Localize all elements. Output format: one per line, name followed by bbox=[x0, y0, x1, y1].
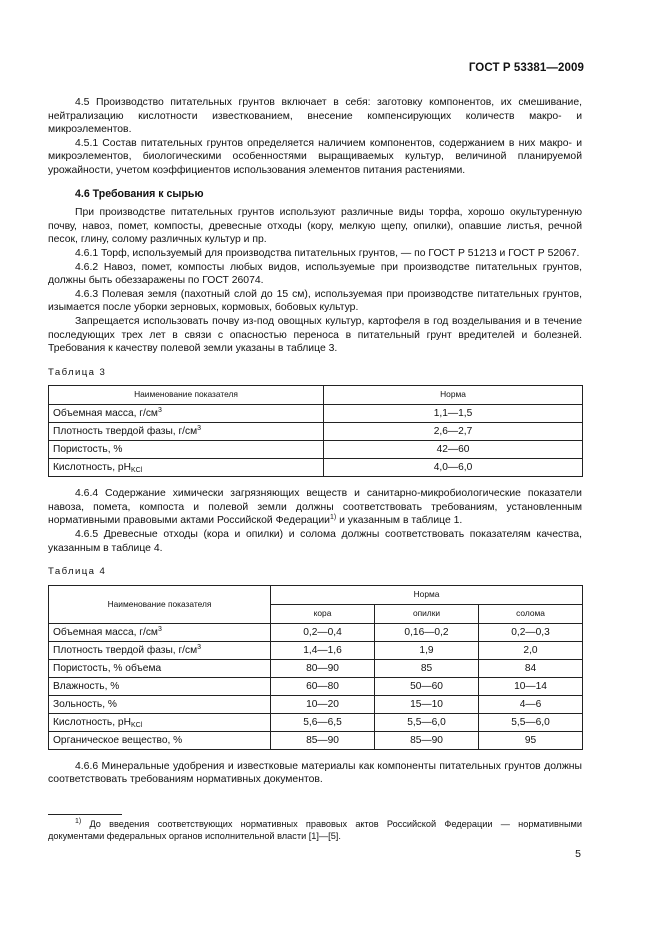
row-label bbox=[49, 695, 271, 713]
paragraph-4-6-6: 4.6.6 Минеральные удобрения и известковые материалы как компоненты питательных грунтов должны соответствовать требованиям нормативных документов. bbox=[48, 760, 582, 786]
row-label-text: Пористость, % объема bbox=[53, 662, 162, 674]
norm-value: 0,16—0,2 bbox=[375, 623, 479, 641]
table4-col-norm: Норма bbox=[271, 585, 583, 604]
row-label-text: Зольность, % bbox=[53, 698, 117, 710]
norm-value: 95 bbox=[479, 731, 583, 749]
table-row bbox=[49, 731, 583, 749]
subscript: KCl bbox=[130, 721, 143, 729]
table-row bbox=[49, 641, 583, 659]
table4-header-row bbox=[49, 585, 583, 604]
row-label-text: Органическое вещество, % bbox=[53, 734, 183, 746]
paragraph-4-6-2: 4.6.2 Навоз, помет, компосты любых видов, используемые при производстве питательных грунтов, должны быть обеззаражены по ГОСТ 26074. bbox=[48, 261, 582, 287]
norm-value: 50—60 bbox=[375, 677, 479, 695]
table-row bbox=[49, 423, 583, 441]
table3-caption: Таблица 3 bbox=[48, 366, 107, 378]
norm-value: 0,2—0,4 bbox=[271, 623, 375, 641]
paragraph-4-5: 4.5 Производство питательных грунтов включает в себя: заготовку компонентов, их смешивание, нейтрализацию кислотности известкованием, внесение компенсирующих количеств макро- и микроэлементов. bbox=[48, 97, 582, 136]
row-label bbox=[49, 659, 271, 677]
norm-value: 60—80 bbox=[271, 677, 375, 695]
table4-body bbox=[49, 623, 583, 749]
footnote-divider bbox=[48, 814, 122, 815]
row-label-text: Пористость, % bbox=[53, 443, 123, 455]
norm-value: 85—90 bbox=[271, 731, 375, 749]
row-label bbox=[49, 623, 271, 641]
table4-col-param: Наименование показателя bbox=[49, 585, 271, 623]
page-number: 5 bbox=[575, 848, 581, 860]
table4-subcol-bark: кора bbox=[271, 604, 375, 623]
footnote-text: До введения соответствующих нормативных правовых актов Российской Федерации — нормативными документами федеральных органов исполнительной власти [1]—[5]. bbox=[48, 819, 582, 841]
table3-body bbox=[49, 405, 583, 477]
table-row bbox=[49, 695, 583, 713]
row-label bbox=[49, 677, 271, 695]
paragraph-4-6-1: 4.6.1 Торф, используемый для производства питательных грунтов, — по ГОСТ Р 51213 и ГОСТ Р 52067. bbox=[75, 247, 580, 259]
norm-value: 80—90 bbox=[271, 659, 375, 677]
norm-value: 10—20 bbox=[271, 695, 375, 713]
norm-value: 10—14 bbox=[479, 677, 583, 695]
paragraph-4-6-5: 4.6.5 Древесные отходы (кора и опилки) и солома должны соответствовать показателям качества, указанным в таблице 4. bbox=[48, 529, 582, 554]
norm-value: 1,4—1,6 bbox=[271, 641, 375, 659]
row-label-text: Объемная масса, г/см bbox=[53, 407, 158, 419]
table-row bbox=[49, 713, 583, 731]
table4-subcol-sawdust: опилки bbox=[375, 604, 479, 623]
norm-value: 2,6—2,7 bbox=[324, 423, 583, 441]
table-row bbox=[49, 677, 583, 695]
norm-value: 15—10 bbox=[375, 695, 479, 713]
paragraph-4-6-4 bbox=[48, 487, 582, 528]
document-id: ГОСТ Р 53381—2009 bbox=[468, 62, 584, 74]
norm-value: 2,0 bbox=[479, 641, 583, 659]
table-3 bbox=[48, 385, 583, 477]
norm-value: 0,2—0,3 bbox=[479, 623, 583, 641]
table4-caption: Таблица 4 bbox=[48, 566, 107, 578]
norm-value: 1,9 bbox=[375, 641, 479, 659]
norm-value: 5,5—6,0 bbox=[375, 713, 479, 731]
norm-value: 1,1—1,5 bbox=[324, 405, 583, 423]
table-row bbox=[49, 623, 583, 641]
superscript: 3 bbox=[157, 625, 162, 633]
norm-value: 85 bbox=[375, 659, 479, 677]
row-label-text: Объемная масса, г/см bbox=[53, 626, 158, 638]
subscript: KCl bbox=[130, 466, 143, 474]
norm-value: 5,6—6,5 bbox=[271, 713, 375, 731]
footnote-ref: 1) bbox=[330, 514, 337, 522]
row-label bbox=[49, 459, 324, 477]
table3-header-row bbox=[49, 386, 583, 405]
row-label bbox=[49, 441, 324, 459]
row-label-text: Плотность твердой фазы, г/см bbox=[53, 644, 198, 656]
norm-value: 42—60 bbox=[324, 441, 583, 459]
row-label bbox=[49, 405, 324, 423]
table-row bbox=[49, 659, 583, 677]
table3-col-param: Наименование показателя bbox=[49, 386, 324, 405]
paragraph-raw-materials: При производстве питательных грунтов используют различные виды торфа, хорошо окультуренную почву, навоз, помет, компосты, древесные отходы (кору, мелкую щепу, опилки), опавшие листья, речной песок, глину, солому различных культур и пр. bbox=[48, 207, 582, 246]
section-title: 4.6 Требования к сырью bbox=[75, 187, 204, 200]
row-label-text: Влажность, % bbox=[53, 680, 120, 692]
para464-tail: и указанным в таблице 1. bbox=[336, 515, 463, 527]
table-row bbox=[49, 441, 583, 459]
norm-value: 85—90 bbox=[375, 731, 479, 749]
superscript: 3 bbox=[197, 424, 202, 432]
paragraph-4-5-1: 4.5.1 Состав питательных грунтов определяется наличием компонентов, содержанием в них макро- и микроэлементов, биологическими особенностями выращиваемых культур, величиной планируемой урожайности, учетом коэффициентов использования элементов питания растениями. bbox=[48, 137, 582, 176]
para464-text: 4.6.4 Содержание химически загрязняющих веществ и санитарно-микробиологические показатели навоза, помета, компоста и полевой земли должны соответствовать требованиям, установленным нормативными правовыми актами Российской Федерации bbox=[48, 488, 582, 527]
paragraph-4-6-3: 4.6.3 Полевая земля (пахотный слой до 15 см), используемая при производстве питательных грунтов, изымается после уборки зерновых, кормовых, бобовых культур. bbox=[48, 288, 582, 314]
norm-value: 84 bbox=[479, 659, 583, 677]
row-label bbox=[49, 423, 324, 441]
norm-value: 4,0—6,0 bbox=[324, 459, 583, 477]
superscript: 3 bbox=[157, 406, 162, 414]
table-row bbox=[49, 459, 583, 477]
table3-col-norm: Норма bbox=[324, 386, 583, 405]
footnote-mark: 1) bbox=[75, 818, 82, 825]
row-label bbox=[49, 731, 271, 749]
footnote bbox=[48, 818, 582, 842]
page-content bbox=[48, 96, 582, 787]
row-label bbox=[49, 641, 271, 659]
row-label-text: Плотность твердой фазы, г/см bbox=[53, 425, 198, 437]
row-label bbox=[49, 713, 271, 731]
norm-value: 4—6 bbox=[479, 695, 583, 713]
norm-value: 5,5—6,0 bbox=[479, 713, 583, 731]
table-row bbox=[49, 405, 583, 423]
row-label-text: Кислотность, pH bbox=[53, 461, 131, 473]
row-label-text: Кислотность, pH bbox=[53, 716, 131, 728]
paragraph-prohibition: Запрещается использовать почву из-под овощных культур, картофеля в год возделывания и в течение последующих трех лет в связи с опасностью переноса в питательный грунт вредителей и болезней. Требования к качеству полевой земли указаны в таблице 3. bbox=[48, 315, 582, 355]
superscript: 3 bbox=[197, 643, 202, 651]
table-4 bbox=[48, 585, 583, 750]
table4-subcol-straw: солома bbox=[479, 604, 583, 623]
